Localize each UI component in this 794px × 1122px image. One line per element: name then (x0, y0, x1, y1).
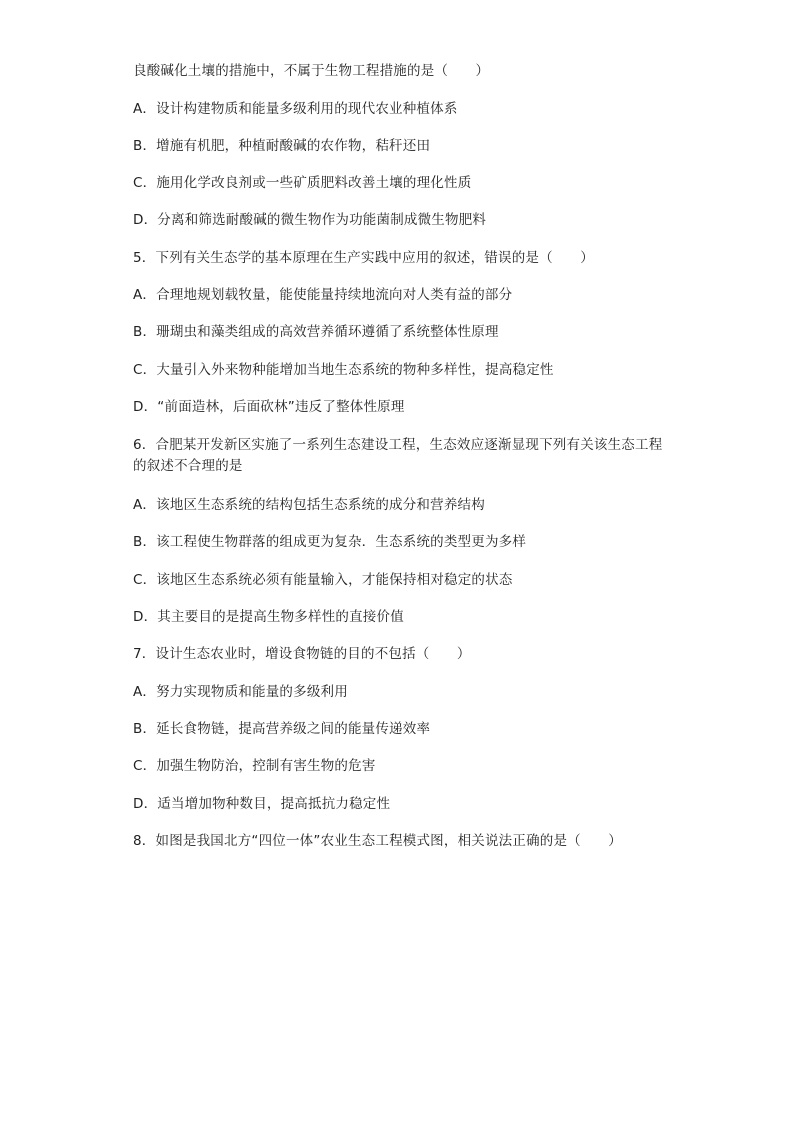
q6-option-b: B．该工程使生物群落的组成更为复杂．生态系统的类型更为多样 (133, 534, 527, 550)
question-4-stem-tail: 良酸碱化土壤的措施中，不属于生物工程措施的是（ ） (133, 63, 490, 79)
question-5-stem: 5．下列有关生态学的基本原理在生产实践中应用的叙述，错误的是（ ） (133, 250, 594, 266)
question-6-stem: 6．合肥某开发新区实施了一系列生态建设工程，生态效应逐渐显现下列有关该生态工程的叙述不合理的是 (133, 437, 663, 474)
q7-option-d: D．适当增加物种数目，提高抵抗力稳定性 (133, 796, 391, 812)
q5-option-a: A．合理地规划载牧量，能使能量持续地流向对人类有益的部分 (133, 287, 513, 303)
q4-option-a: A．设计构建物质和能量多级利用的现代农业种植体系 (133, 101, 458, 117)
q5-option-c: C．大量引入外来物种能增加当地生态系统的物种多样性，提高稳定性 (133, 362, 554, 378)
q5-option-b: B．珊瑚虫和藻类组成的高效营养循环遵循了系统整体性原理 (133, 324, 499, 340)
q7-option-c: C．加强生物防治，控制有害生物的危害 (133, 758, 376, 774)
question-8-stem: 8．如图是我国北方“四位一体”农业生态工程模式图，相关说法正确的是（ ） (133, 833, 622, 849)
question-7-stem: 7．设计生态农业时，增设食物链的目的不包括（ ） (133, 646, 471, 662)
q6-option-d: D．其主要目的是提高生物多样性的直接价值 (133, 609, 404, 625)
q4-option-b: B．增施有机肥，种植耐酸碱的农作物，秸秆还田 (133, 138, 431, 154)
q6-option-c: C．该地区生态系统必须有能量输入，才能保持相对稳定的状态 (133, 572, 513, 588)
q7-option-b: B．延长食物链，提高营养级之间的能量传递效率 (133, 721, 431, 737)
q7-option-a: A．努力实现物质和能量的多级利用 (133, 684, 348, 700)
q5-option-d: D．“前面造林，后面砍林”违反了整体性原理 (133, 399, 405, 415)
q4-option-c: C．施用化学改良剂或一些矿质肥料改善土壤的理化性质 (133, 175, 472, 191)
q4-option-d: D．分离和筛选耐酸碱的微生物作为功能菌制成微生物肥料 (133, 212, 487, 228)
q6-option-a: A．该地区生态系统的结构包括生态系统的成分和营养结构 (133, 497, 485, 513)
